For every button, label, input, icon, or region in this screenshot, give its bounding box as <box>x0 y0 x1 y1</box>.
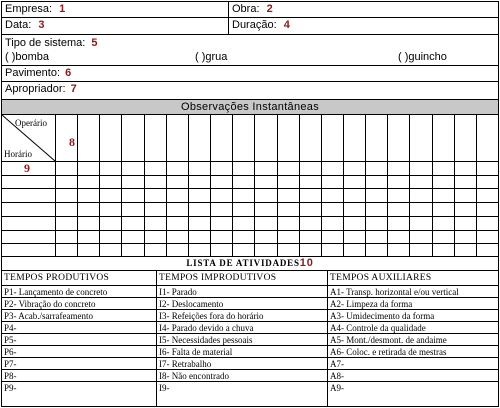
apropriador-label: Apropriador: <box>5 83 66 95</box>
auxiliary-item: A4- Controle da qualidade <box>328 322 498 334</box>
auxiliary-header: TEMPOS AUXILIARES <box>328 271 498 286</box>
auxiliary-column <box>328 270 498 406</box>
auxiliary-item: A2- Limpeza da forma <box>328 298 498 310</box>
productive-item: P1- Lançamento de concreto <box>2 286 156 298</box>
apropriador-number: 7 <box>70 83 77 95</box>
observation-form <box>1 1 499 407</box>
duracao-label: Duração: <box>232 19 277 31</box>
unproductive-item: I2- Deslocamento <box>157 298 327 310</box>
observation-grid <box>2 115 498 257</box>
duracao-field[interactable] <box>229 18 290 34</box>
unproductive-item: I4- Parado devido a chuva <box>157 322 327 334</box>
observacoes-header: Observações Instantâneas <box>2 99 498 115</box>
obra-number: 2 <box>266 3 273 15</box>
horario-label: Horário <box>4 149 32 159</box>
unproductive-column <box>157 270 328 406</box>
data-number: 3 <box>38 19 45 31</box>
auxiliary-item: A5- Mont./desmont. de andaime <box>328 334 498 346</box>
lista-title-text: LISTA DE ATIVIDADES <box>186 258 300 268</box>
data-field[interactable] <box>2 18 228 34</box>
sistema-label: Tipo de sistema: <box>5 37 86 49</box>
obra-field[interactable] <box>229 2 273 17</box>
unproductive-header: TEMPOS IMPRODUTIVOS <box>157 271 327 286</box>
observation-grid-lines <box>2 115 498 257</box>
unproductive-item: I6- Falta de material <box>157 346 327 358</box>
unproductive-item: I3- Refeições fora do horário <box>157 310 327 322</box>
auxiliary-item: A9- <box>330 383 344 393</box>
header-row-1 <box>2 2 498 18</box>
auxiliary-item: A7- <box>328 358 498 370</box>
productive-item: P6- <box>2 346 156 358</box>
activities-table <box>2 270 498 406</box>
unproductive-item: I8- Não encontrado <box>157 370 327 382</box>
option-bomba[interactable]: ( )bomba <box>5 51 50 63</box>
option-guincho[interactable]: ( )guincho <box>398 51 447 63</box>
empresa-number: 1 <box>59 3 66 15</box>
lista-number: 10 <box>299 257 314 269</box>
data-label: Data: <box>5 19 32 31</box>
auxiliary-item: A1- Transp. horizontal e/ou vertical <box>328 286 498 298</box>
productive-item: P5- <box>2 334 156 346</box>
unproductive-item: I1- Parado <box>157 286 327 298</box>
sistema-row <box>2 35 498 66</box>
apropriador-field[interactable] <box>2 82 77 99</box>
auxiliary-item: A6- Coloc. e retirada de mestras <box>328 346 498 358</box>
option-grua[interactable]: ( )grua <box>195 51 228 63</box>
pavimento-row <box>2 66 498 82</box>
pavimento-label: Pavimento: <box>5 67 61 79</box>
productive-header: TEMPOS PRODUTIVOS <box>2 271 156 286</box>
auxiliary-item: A8- <box>328 370 498 382</box>
pavimento-field[interactable] <box>2 66 71 81</box>
sistema-number: 5 <box>91 37 98 49</box>
productive-item: P2- Vibração do concreto <box>2 298 156 310</box>
productive-item: P4- <box>2 322 156 334</box>
sistema-label-wrap <box>2 37 97 50</box>
operario-label: Operário <box>15 118 47 128</box>
apropriador-row <box>2 82 498 99</box>
productive-item: P9- <box>4 383 17 393</box>
obra-label: Obra: <box>232 3 260 15</box>
unproductive-item: I9- <box>159 383 170 393</box>
lista-atividades-title <box>2 257 498 270</box>
header-row-2 <box>2 18 498 35</box>
empresa-field[interactable] <box>2 2 228 17</box>
operario-number: 8 <box>69 135 75 149</box>
auxiliary-item: A3- Umidecimento da forma <box>328 310 498 322</box>
pavimento-number: 6 <box>65 67 72 79</box>
productive-item: P8- <box>2 370 156 382</box>
unproductive-item: I7- Retrabalho <box>157 358 327 370</box>
horario-number: 9 <box>24 161 30 175</box>
unproductive-item: I5- Necessidades pessoais <box>157 334 327 346</box>
empresa-label: Empresa: <box>5 3 53 15</box>
productive-item: P3- Acab./sarrafeamento <box>2 310 156 322</box>
duracao-number: 4 <box>283 19 290 31</box>
productive-column <box>2 270 157 406</box>
productive-item: P7- <box>2 358 156 370</box>
